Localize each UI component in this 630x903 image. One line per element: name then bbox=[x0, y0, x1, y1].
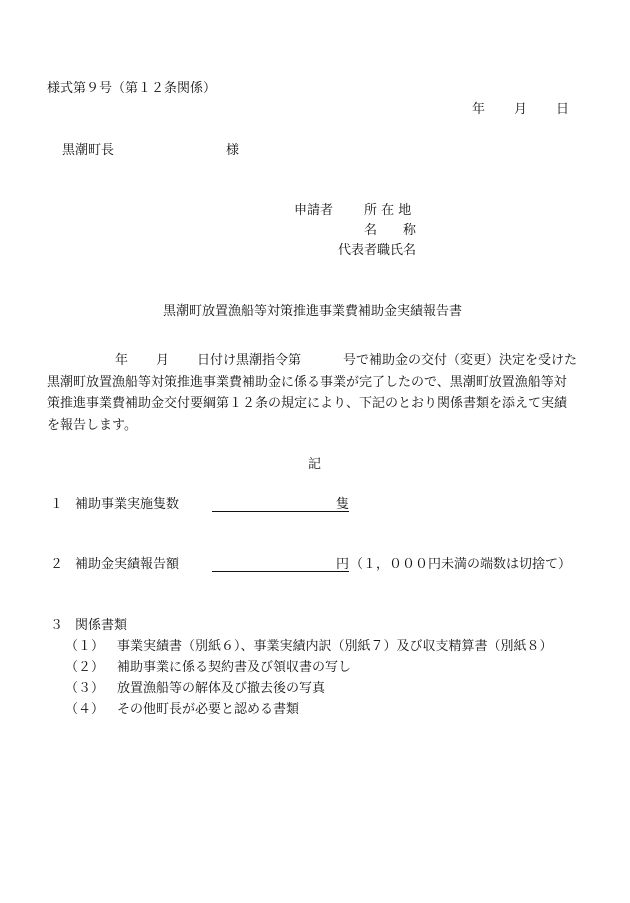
body-year: 年 bbox=[115, 353, 129, 368]
document-title: 黒潮町放置漁船等対策推進事業費補助金実績報告書 bbox=[163, 304, 463, 319]
item-2-unit: 円 bbox=[336, 557, 350, 572]
item-2-note: （１，０００円未満の端数は切捨て） bbox=[350, 557, 572, 572]
applicant-representative-label: 代表者職氏名 bbox=[338, 243, 417, 258]
item-1-label: 補助事業実施隻数 bbox=[75, 497, 180, 512]
body-line-2: 黒潮町放置漁船等対策推進事業費補助金に係る事業が完了したので、黒潮町放置漁船等対 bbox=[47, 374, 567, 390]
item-3-label: 関係書類 bbox=[75, 618, 128, 633]
body-line-3: 策推進事業費補助金交付要綱第１２条の規定により、下記のとおり関係書類を添えて実績 bbox=[47, 396, 568, 411]
doc-2-number: （２） bbox=[65, 660, 105, 675]
applicant-name-label: 名 称 bbox=[364, 223, 417, 238]
doc-1-number: （１） bbox=[65, 639, 105, 654]
date-year-label: 年 bbox=[472, 102, 486, 117]
body-paragraph bbox=[47, 350, 587, 436]
ki-heading: 記 bbox=[308, 457, 322, 472]
doc-3-text: 放置漁船等の解体及び撤去後の写真 bbox=[117, 681, 326, 696]
applicant-address-label: 所 在 地 bbox=[364, 203, 412, 218]
date-month-label: 月 bbox=[514, 102, 528, 117]
doc-4-number: （４） bbox=[65, 702, 105, 717]
item-1-unit: 隻 bbox=[336, 497, 350, 512]
body-month: 月 bbox=[156, 353, 170, 368]
doc-4-text: その他町長が必要と認める書類 bbox=[117, 702, 300, 717]
body-line1-rest: 号で補助金の交付（変更）決定を受けた bbox=[343, 353, 578, 368]
doc-1-text: 事業実績書（別紙６）、事業実績内訳（別紙７）及び収支精算書（別紙８） bbox=[117, 639, 553, 654]
body-line-1 bbox=[47, 350, 587, 372]
item-2-number: ２ bbox=[50, 557, 64, 572]
doc-2-text: 補助事業に係る契約書及び領収書の写し bbox=[117, 660, 352, 675]
item-3-number: ３ bbox=[50, 618, 64, 633]
addressee-name: 黒潮町長 bbox=[62, 143, 115, 158]
body-line-4: を報告します。 bbox=[47, 417, 137, 433]
addressee-honorific: 様 bbox=[226, 143, 240, 158]
form-number: 様式第９号（第１２条関係） bbox=[47, 81, 217, 96]
item-2-label: 補助金実績報告額 bbox=[75, 557, 180, 572]
applicant-label: 申請者 bbox=[294, 203, 334, 218]
date-day-label: 日 bbox=[556, 102, 570, 117]
doc-3-number: （３） bbox=[65, 681, 105, 696]
item-1-number: １ bbox=[50, 497, 64, 512]
item-1-underline bbox=[212, 511, 349, 512]
item-2-underline bbox=[212, 571, 349, 572]
body-date-prefix: 日付け黒潮指令第 bbox=[197, 353, 302, 368]
